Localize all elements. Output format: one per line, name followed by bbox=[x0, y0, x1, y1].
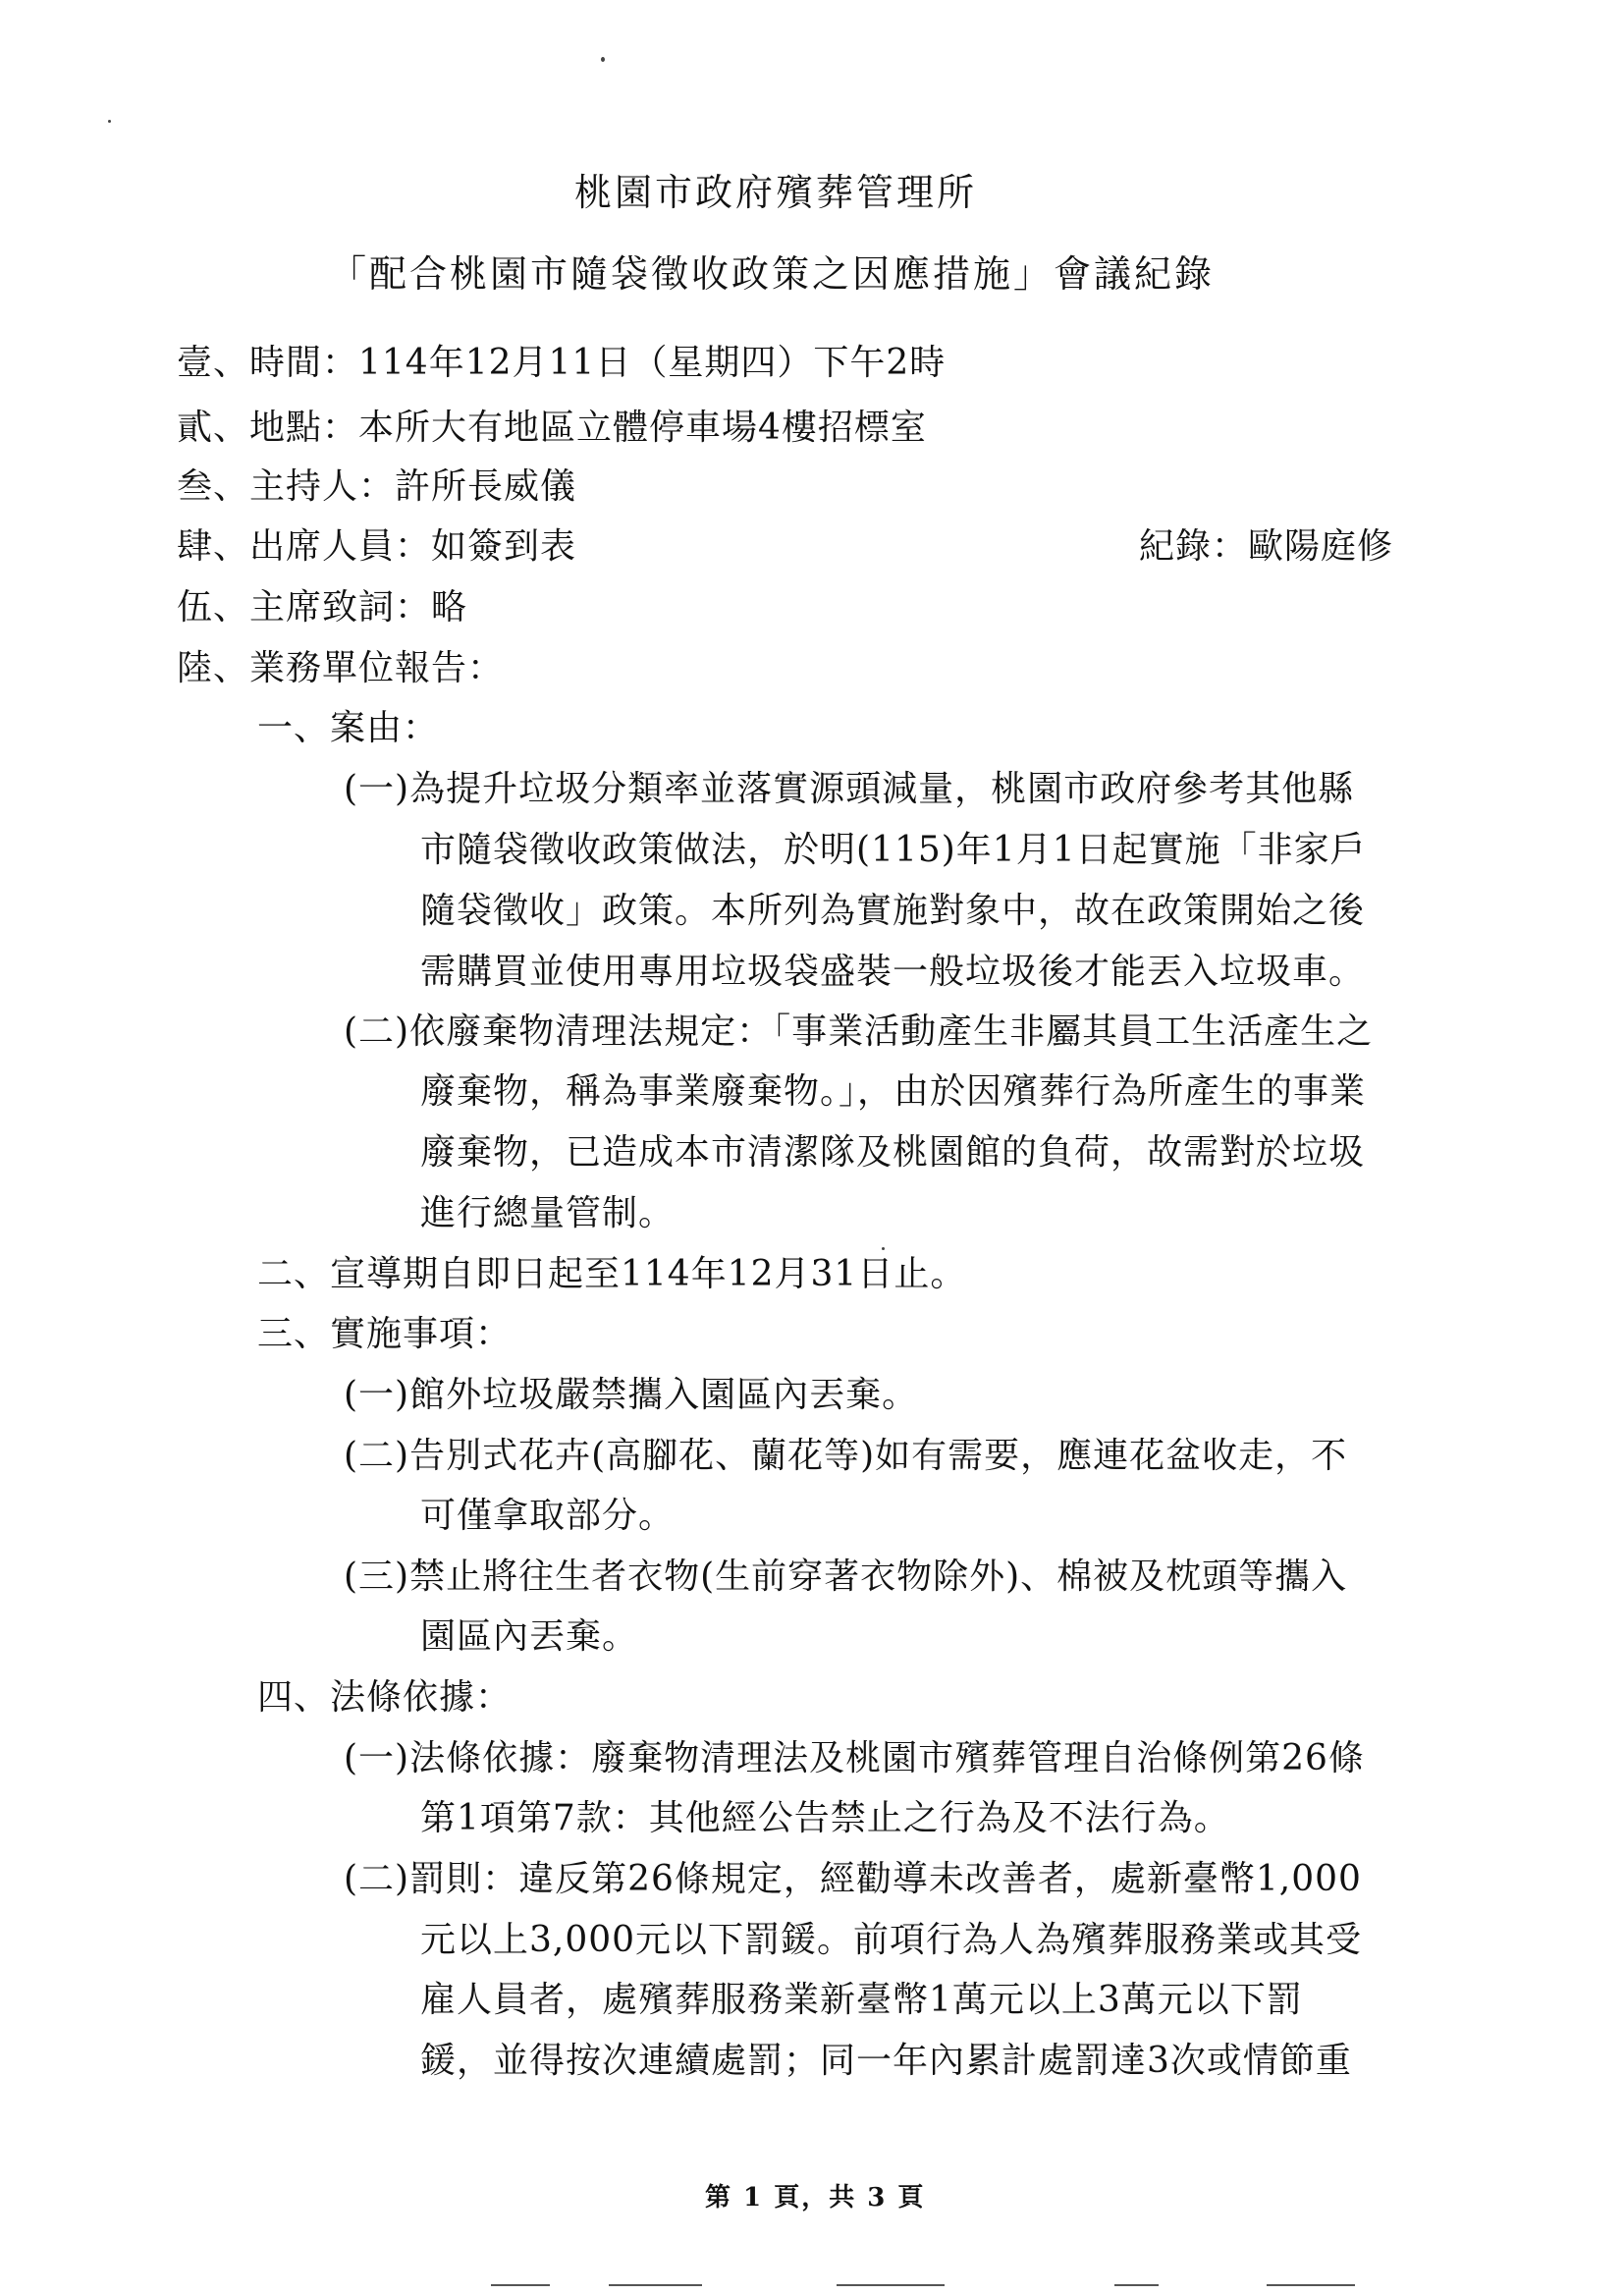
meeting-recorder: 紀錄：歐陽庭修 bbox=[1139, 526, 1394, 567]
section-1-heading: 一、案由： bbox=[257, 708, 440, 748]
section-1-item-2-line-2: 廢棄物，稱為事業廢棄物。」，由於因殯葬行為所產生的事業 bbox=[420, 1071, 1367, 1112]
section-3-item-3-line-1: (三)禁止將往生者衣物(生前穿著衣物除外)、棉被及枕頭等攜入 bbox=[344, 1557, 1348, 1597]
scan-speck bbox=[108, 120, 111, 123]
meeting-place: 貳、地點：本所大有地區立體停車場4樓招標室 bbox=[177, 408, 927, 448]
meeting-title: 「配合桃園市隨袋徵收政策之因應措施」會議紀錄 bbox=[329, 252, 1216, 296]
meeting-chair: 叁、主持人：許所長威儀 bbox=[177, 466, 577, 507]
section-4-item-2-line-1: (二)罰則：違反第26條規定，經勸導未改善者，處新臺幣1,000 bbox=[344, 1859, 1362, 1899]
org-title: 桃園市政府殯葬管理所 bbox=[574, 171, 978, 214]
scan-edge-line bbox=[1114, 2284, 1159, 2286]
scan-speck bbox=[882, 1247, 885, 1250]
section-1-item-1-line-1: (一)為提升垃圾分類率並落實源頭減量，桃園市政府參考其他縣 bbox=[344, 769, 1355, 809]
scan-edge-line bbox=[491, 2284, 550, 2286]
section-1-item-1-line-2: 市隨袋徵收政策做法，於明(115)年1月1日起實施「非家戶 bbox=[420, 830, 1367, 870]
section-1-item-2-line-4: 進行總量管制。 bbox=[420, 1193, 676, 1233]
chair-speech: 伍、主席致詞：略 bbox=[177, 587, 468, 628]
section-4-item-2-line-4: 鍰，並得按次連續處罰；同一年內累計處罰達3次或情節重 bbox=[420, 2041, 1352, 2081]
section-3-item-3-line-2: 園區內丟棄。 bbox=[420, 1616, 639, 1657]
section-1-item-2-line-3: 廢棄物，已造成本市清潔隊及桃園館的負荷，故需對於垃圾 bbox=[420, 1132, 1366, 1173]
section-1-item-1-line-3: 隨袋徵收」政策。本所列為實施對象中，故在政策開始之後 bbox=[420, 891, 1366, 931]
section-3-item-2-line-1: (二)告別式花卉(高腳花、蘭花等)如有需要，應連花盆收走，不 bbox=[344, 1436, 1348, 1476]
section-2-line: 二、宣導期自即日起至114年12月31日止。 bbox=[257, 1254, 967, 1294]
section-1-item-1-line-4: 需購買並使用專用垃圾袋盛裝一般垃圾後才能丟入垃圾車。 bbox=[420, 952, 1366, 992]
scan-edge-line bbox=[837, 2284, 945, 2286]
section-3-heading: 三、實施事項： bbox=[257, 1314, 513, 1354]
meeting-time: 壹、時間：114年12月11日（星期四）下午2時 bbox=[177, 343, 947, 383]
section-4-item-2-line-2: 元以上3,000元以下罰鍰。前項行為人為殯葬服務業或其受 bbox=[420, 1920, 1363, 1960]
section-4-heading: 四、法條依據： bbox=[257, 1677, 513, 1718]
section-4-item-2-line-3: 雇人員者，處殯葬服務業新臺幣1萬元以上3萬元以下罰 bbox=[420, 1980, 1303, 2020]
page-indicator: 第 1 頁，共 3 頁 bbox=[705, 2183, 926, 2213]
section-4-item-1-line-2: 第1項第7款：其他經公告禁止之行為及不法行為。 bbox=[420, 1798, 1230, 1838]
meeting-attendees: 肆、出席人員：如簽到表 bbox=[177, 526, 577, 567]
scan-speck bbox=[601, 57, 605, 62]
section-4-item-1-line-1: (一)法條依據：廢棄物清理法及桃園市殯葬管理自治條例第26條 bbox=[344, 1738, 1365, 1778]
section-3-item-1-line-1: (一)館外垃圾嚴禁攜入園區內丟棄。 bbox=[344, 1375, 919, 1415]
section-3-item-2-line-2: 可僅拿取部分。 bbox=[420, 1496, 676, 1536]
report-heading: 陸、業務單位報告： bbox=[177, 648, 505, 688]
scan-edge-line bbox=[609, 2284, 702, 2286]
scan-edge-line bbox=[1267, 2284, 1355, 2286]
section-1-item-2-line-1: (二)依廢棄物清理法規定：「事業活動產生非屬其員工生活產生之 bbox=[344, 1011, 1374, 1052]
